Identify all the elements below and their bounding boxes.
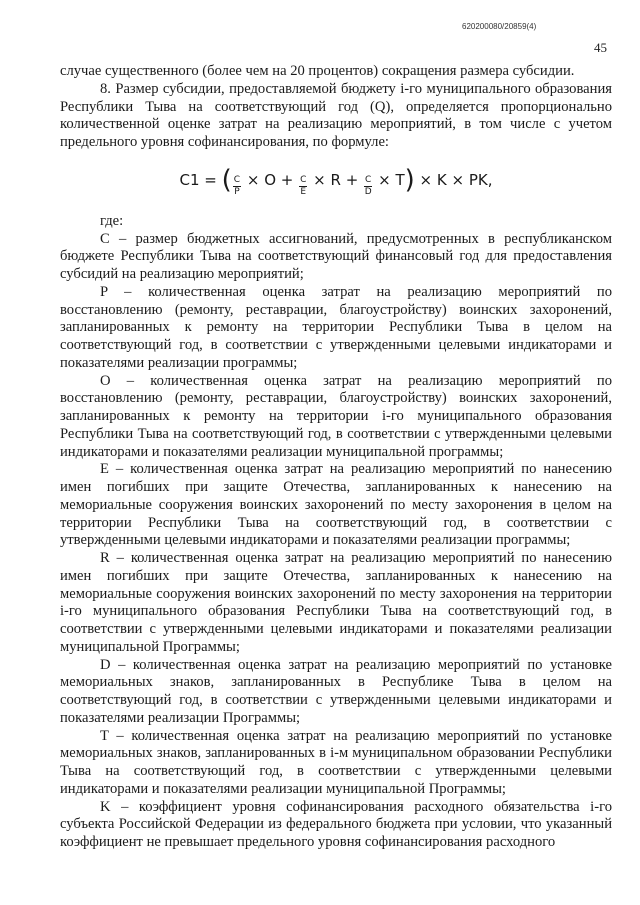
definition-k: K – коэффициент уровня софинансирования расходного обязательства i-го субъекта Российской Федерации из федерального бюджета при условии, что указанный коэффициент не превышает предельного уровня софинансирования расходного [60,798,612,850]
formula-lhs: C1 = [179,170,222,189]
formula-fraction-3: $\frac{C}{D}$ [364,174,372,197]
where-label: где: [100,212,124,229]
formula-open-paren: ( [221,164,232,195]
definition-r: R – количественная оценка затрат на реализацию мероприятий по нанесению имен погибших при защите Отечества, запланированных к нанесению на мемориальные сооружения воинских захоронений по месту захоронения на территории i-го муниципального образования Республики Тыва на соответствующий год, в соответствии с утвержденными целевыми индикаторами и показателями реализации муниципальной Программы; [60,550,612,655]
continuation-paragraph: случае существенного (более чем на 20 процентов) сокращения размера субсидии. [60,63,575,79]
item-8-paragraph: 8. Размер субсидии, предоставляемой бюджету i-го муниципального образования Республики Тыва на соответствующий год (Q), определяется пропорционально количественной оценке затрат на реализацию мероприятий, в том числе с учетом предельного уровня софинансирования, по формуле: [60,80,612,150]
page-number: 45 [594,40,607,55]
definition-e: E – количественная оценка затрат на реализацию мероприятий по нанесению имен погибших при защите Отечества, запланированных к нанесению на мемориальные сооружения воинских захоронений по месту захоронения в целом на территории Республики Тыва на соответствующий год, в соответствии с утвержденными целевыми индикаторами и показателями реализации программы; [60,461,612,549]
formula-close-paren: ) [404,164,415,195]
definition-o: O – количественная оценка затрат на реализацию мероприятий по восстановлению (ремонту, реставрации, благоустройству) воинских захоронений, запланированных к ремонту на территории i-го муниципального образования Республики Тыва на соответствующий год, в соответствии с утвержденными целевыми индикаторами и показателями реализации муниципальной программы; [60,372,612,460]
formula-term-2: × R + [308,170,364,189]
subsidy-formula [60,164,612,197]
formula-fraction-2: $\frac{C}{E}$ [300,174,307,197]
definition-p: P – количественная оценка затрат на реализацию мероприятий по восстановлению (ремонту, реставрации, благоустройству) воинских захоронений, запланированных к ремонту на территории Республики Тыва в целом на соответствующий год, в соответствии с утвержденными целевыми индикаторами и показателями реализации программы; [60,283,612,371]
formula-tail: × K × PK, [414,170,493,189]
document-code: 620200080/20859(4) [462,22,537,31]
body-text [60,63,612,852]
definition-d: D – количественная оценка затрат на реализацию мероприятий по установке мемориальных знаков, запланированных в Республике Тыва в целом на соответствующий год, в соответствии с утвержденными целевыми индикаторами и показателями реализации Программы; [60,656,612,726]
formula-term-1: × O + [242,170,299,189]
formula-fraction-1: $\frac{C}{P}$ [233,174,241,197]
definition-t: T – количественная оценка затрат на реализацию мероприятий по установке мемориальных знаков, запланированных в i-м муниципальном образовании Республики Тыва на соответствующий год, в соответствии с утвержденными целевыми индикаторами и показателями реализации муниципальной Программы; [60,727,612,797]
definition-c: С – размер бюджетных ассигнований, предусмотренных в республиканском бюджете Республики Тыва на соответствующий финансовый год для предоставления субсидий на реализацию мероприятий; [60,230,612,282]
formula-term-3: × T [373,170,405,189]
